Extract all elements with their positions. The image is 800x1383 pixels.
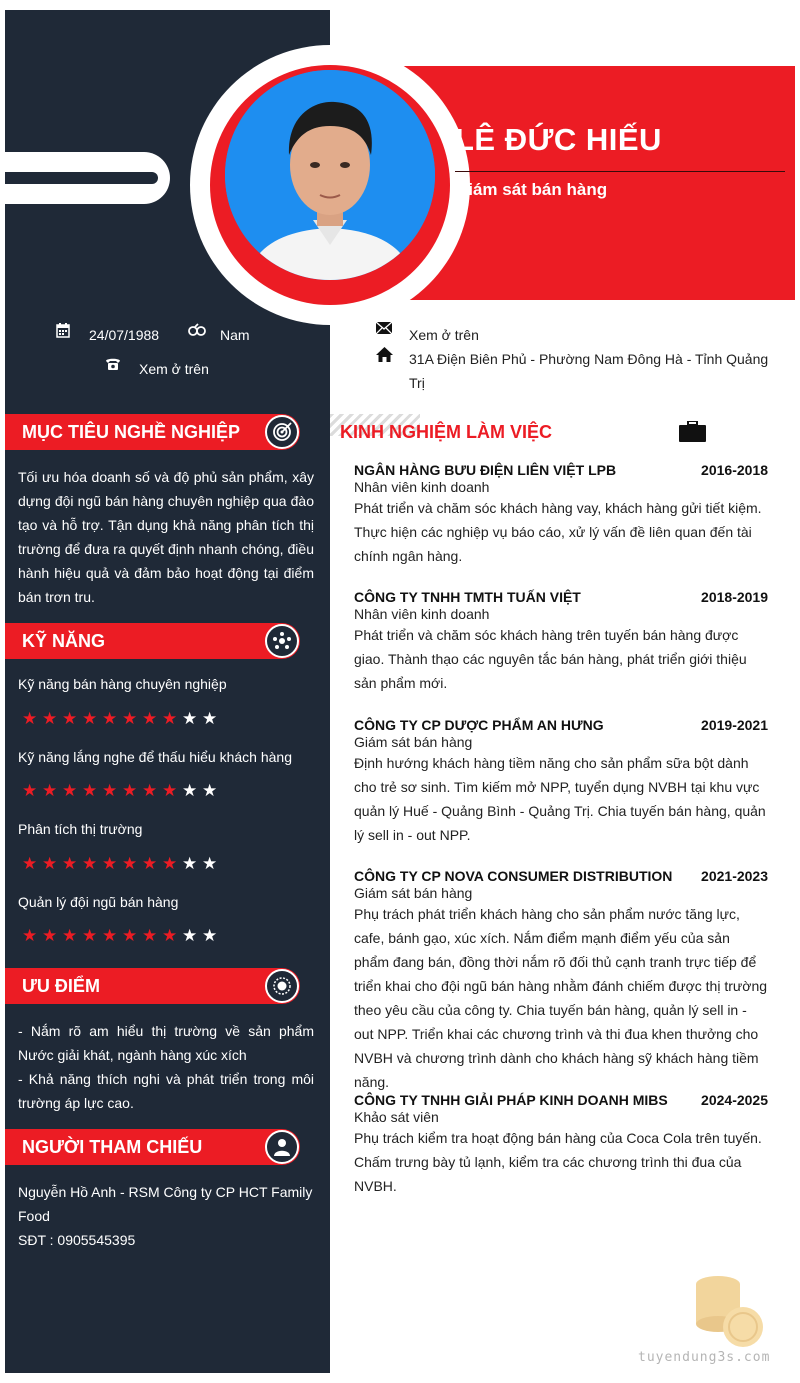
job-description: Phát triển và chăm sóc khách hàng vay, khách hàng gửi tiết kiệm. Thực hiện các nghiệp vụ báo cáo, xử lý vấn đề liên quan đến tài chính ngân hàng. xyxy=(354,500,762,564)
star-filled-icon: ★ xyxy=(42,926,58,945)
star-filled-icon: ★ xyxy=(122,709,138,728)
star-filled-icon: ★ xyxy=(102,854,118,873)
experience-title: KINH NGHIỆM LÀM VIỆC xyxy=(340,422,553,442)
star-filled-icon: ★ xyxy=(162,781,178,800)
star-empty-icon: ★ xyxy=(202,926,218,945)
name-divider xyxy=(455,171,785,172)
job-company: CÔNG TY TNHH GIẢI PHÁP KINH DOANH MIBS xyxy=(354,1092,668,1108)
references-title: NGƯỜI THAM CHIẾU xyxy=(22,1137,203,1157)
star-filled-icon: ★ xyxy=(122,854,138,873)
star-filled-icon: ★ xyxy=(42,709,58,728)
medal-icon xyxy=(265,969,299,1003)
star-filled-icon: ★ xyxy=(62,781,78,800)
star-filled-icon: ★ xyxy=(22,781,38,800)
job-entry xyxy=(354,716,768,847)
skills-title: KỸ NĂNG xyxy=(22,631,106,651)
user-icon xyxy=(265,1130,299,1164)
birthday-value: 24/07/1988 xyxy=(89,327,160,343)
references-header xyxy=(5,1129,300,1165)
address-value: 31A Điện Biên Phủ - Phường Nam Đông Hà - Tỉnh Quảng Trị xyxy=(409,351,769,391)
strengths-line-1: - Nắm rõ am hiểu thị trường về sản phẩm Nước giải khát, ngành hàng xúc xích xyxy=(18,1023,314,1063)
skill-name: Kỹ năng lắng nghe để thấu hiểu khách hàng xyxy=(18,749,293,765)
star-empty-icon: ★ xyxy=(182,926,198,945)
email-value: Xem ở trên xyxy=(409,327,479,343)
decorative-bar-inner xyxy=(5,172,158,184)
job-entry xyxy=(354,1091,768,1198)
email-icon xyxy=(376,322,392,334)
job-period: 2021-2023 xyxy=(701,868,768,884)
star-filled-icon: ★ xyxy=(102,781,118,800)
reference-person: Nguyễn Hồ Anh - RSM Công ty CP HCT Family Food xyxy=(18,1184,313,1224)
gender-icon xyxy=(187,323,207,338)
star-filled-icon: ★ xyxy=(62,926,78,945)
objective-text: Tối ưu hóa doanh số và độ phủ sản phẩm, xây dựng đội ngũ bán hàng chuyên nghiệp qua đào tạo và hỗ trợ. Tận dụng khả năng phân tích thị trường để đưa ra quyết định nhanh chóng, điều hành hiệu quả và đảm bảo hoạt động tại điểm bán trơn tru. xyxy=(18,469,314,605)
star-filled-icon: ★ xyxy=(122,926,138,945)
star-empty-icon: ★ xyxy=(182,709,198,728)
job-position: Khảo sát viên xyxy=(354,1109,439,1125)
job-entry xyxy=(354,461,768,568)
phone-icon xyxy=(105,357,121,371)
skill-rating xyxy=(22,710,220,728)
phone-value: Xem ở trên xyxy=(139,361,209,377)
job-company: CÔNG TY CP DƯỢC PHẨM AN HƯNG xyxy=(354,717,604,733)
calendar-icon xyxy=(56,323,70,338)
star-filled-icon: ★ xyxy=(62,709,78,728)
star-filled-icon: ★ xyxy=(102,709,118,728)
star-empty-icon: ★ xyxy=(182,781,198,800)
briefcase-icon xyxy=(679,421,706,442)
job-description: Phát triển và chăm sóc khách hàng trên tuyến bán hàng được giao. Thành thạo các nguyên tắc bán hàng, phát triển giới thiệu sản phẩm mới. xyxy=(354,627,747,691)
star-filled-icon: ★ xyxy=(62,854,78,873)
skills-header xyxy=(5,623,300,659)
skill-name: Phân tích thị trường xyxy=(18,821,143,837)
star-filled-icon: ★ xyxy=(82,709,98,728)
skill-name: Kỹ năng bán hàng chuyên nghiệp xyxy=(18,676,227,692)
strengths-header xyxy=(5,968,300,1004)
gender-value: Nam xyxy=(220,327,250,343)
job-entry xyxy=(354,867,768,1094)
objective-header xyxy=(5,414,300,450)
job-period: 2019-2021 xyxy=(701,717,768,733)
strengths-line-2: - Khả năng thích nghi và phát triển trong môi trường áp lực cao. xyxy=(18,1071,314,1111)
star-empty-icon: ★ xyxy=(202,854,218,873)
target-icon xyxy=(265,415,299,449)
star-filled-icon: ★ xyxy=(162,926,178,945)
star-filled-icon: ★ xyxy=(162,854,178,873)
coins-icon xyxy=(688,1272,768,1352)
star-filled-icon: ★ xyxy=(22,926,38,945)
star-filled-icon: ★ xyxy=(142,926,158,945)
reference-phone: SĐT : 0905545395 xyxy=(18,1232,136,1248)
profile-photo xyxy=(225,70,435,280)
star-filled-icon: ★ xyxy=(142,781,158,800)
star-filled-icon: ★ xyxy=(162,709,178,728)
star-empty-icon: ★ xyxy=(202,781,218,800)
skill-rating xyxy=(22,927,220,945)
star-empty-icon: ★ xyxy=(182,854,198,873)
job-description: Phụ trách phát triển khách hàng cho sản phẩm nước tăng lực, cafe, bánh gạo, xúc xích. Nắm điểm mạnh điểm yếu của sản phẩm đang bán, đồng thời nắm rõ đối thủ cạnh tranh trực tiếp để triển khai cho đội ngũ bán hàng nhằm đánh chiếm được thị trường theo yêu cầu của công ty. Chia tuyến bán hàng, quản lý sell in - out NPP. Triển khai các chương trình và thi đua khen thưởng cho NVBH và chương trình dành cho khách hàng sỹ khách hàng tiềm năng. xyxy=(354,906,768,1090)
candidate-name: LÊ ĐỨC HIẾU xyxy=(455,122,662,157)
star-filled-icon: ★ xyxy=(102,926,118,945)
star-filled-icon: ★ xyxy=(82,854,98,873)
watermark-text: tuyendung3s.com xyxy=(638,1350,771,1365)
job-company: CÔNG TY CP NOVA CONSUMER DISTRIBUTION xyxy=(354,868,673,884)
skill-name: Quản lý đội ngũ bán hàng xyxy=(18,894,179,910)
person-portrait-icon xyxy=(225,70,435,280)
job-description: Phụ trách kiểm tra hoạt động bán hàng của Coca Cola trên tuyến. Chấm trưng bày tủ lạnh, kiểm tra các chương trình thi đua của NVBH. xyxy=(354,1130,762,1194)
job-position: Giám sát bán hàng xyxy=(354,885,473,901)
star-filled-icon: ★ xyxy=(82,781,98,800)
star-filled-icon: ★ xyxy=(22,709,38,728)
job-position: Nhân viên kinh doanh xyxy=(354,479,490,495)
job-period: 2024-2025 xyxy=(701,1092,768,1108)
job-position: Nhân viên kinh doanh xyxy=(354,606,490,622)
candidate-job-title: Giám sát bán hàng xyxy=(455,180,608,199)
job-entry xyxy=(354,588,768,695)
job-position: Giám sát bán hàng xyxy=(354,734,473,750)
skill-rating xyxy=(22,855,220,873)
star-filled-icon: ★ xyxy=(142,709,158,728)
star-filled-icon: ★ xyxy=(22,854,38,873)
star-filled-icon: ★ xyxy=(82,926,98,945)
star-filled-icon: ★ xyxy=(42,781,58,800)
star-empty-icon: ★ xyxy=(202,709,218,728)
star-filled-icon: ★ xyxy=(142,854,158,873)
skill-rating xyxy=(22,782,220,800)
star-filled-icon: ★ xyxy=(42,854,58,873)
job-period: 2016-2018 xyxy=(701,462,768,478)
job-description: Định hướng khách hàng tiềm năng cho sản phẩm sữa bột dành cho trẻ sơ sinh. Tìm kiếm mở NPP, tuyển dụng NVBH tại khu vực quản lý Huế - Quảng Bình - Quảng Trị. Chia tuyến bán hàng, quản lý sell in - out NPP. xyxy=(354,755,766,843)
job-period: 2018-2019 xyxy=(701,589,768,605)
objective-title: MỤC TIÊU NGHỀ NGHIỆP xyxy=(22,422,241,442)
home-icon xyxy=(376,347,393,362)
strengths-title: ƯU ĐIỂM xyxy=(22,976,100,996)
job-company: NGÂN HÀNG BƯU ĐIỆN LIÊN VIỆT LPB xyxy=(354,462,617,478)
skills-icon xyxy=(265,624,299,658)
star-filled-icon: ★ xyxy=(122,781,138,800)
job-company: CÔNG TY TNHH TMTH TUẤN VIỆT xyxy=(354,589,581,605)
